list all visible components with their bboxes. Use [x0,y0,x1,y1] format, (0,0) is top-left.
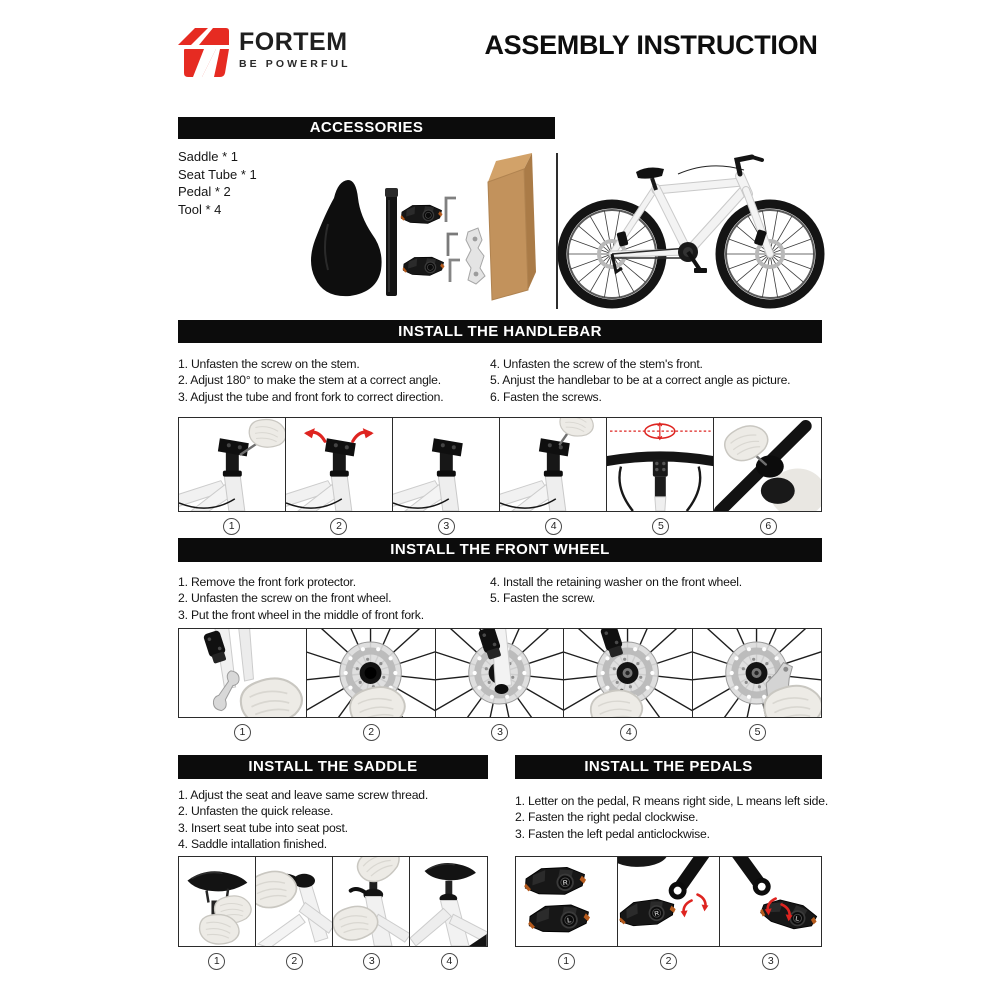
front-wheel-step-1: 1. Remove the front fork protector. [178,575,356,589]
figure-number: 3 [491,724,508,741]
figure-number: 3 [363,953,380,970]
handlebar-figure-6 [713,417,822,512]
wheel-in-fork-illustration [436,629,564,717]
left-pedal-illustration [720,857,821,946]
saddle-figure-1 [178,856,257,947]
saddle-figure-numbers [178,951,488,970]
pedals-step-1: 1. Letter on the pedal, R means right side, L means left side. [515,794,829,808]
brand-logo [176,27,351,77]
svg-text:R: R [562,879,569,888]
bicycle-photo [560,136,824,316]
figure-number: 4 [620,724,637,741]
saddle-figure-3 [332,856,411,947]
pedals-figure-numbers [515,951,822,970]
figure-number: 5 [652,518,669,535]
saddle-header-bar: INSTALL THE SADDLE [178,755,488,779]
front-wheel-header-bar: INSTALL THE FRONT WHEEL [178,538,822,562]
figure-number: 2 [363,724,380,741]
handlebar-step-1: 1. Unfasten the screw on the stem. [178,357,360,371]
front-wheel-step-2: 2. Unfasten the screw on the front wheel. [178,591,392,606]
fork-protector-illustration [179,629,307,717]
figure-number: 4 [545,518,562,535]
saddle-step-3: 3. Insert seat tube into seat post. [178,820,348,835]
fortem-logo-icon [176,27,230,77]
front-wheel-figure-numbers [178,722,822,741]
pedals-header-bar: INSTALL THE PEDALS [515,755,822,779]
saddle-figure-2 [255,856,334,947]
handlebar-step-2: 2. Adjust 180° to make the stem at a correct angle. [178,373,441,388]
right-pedal-illustration [618,857,719,946]
stem-screw-illustration [179,418,286,511]
accessories-list [178,148,257,218]
figure-number: 1 [234,724,251,741]
svg-text:R: R [653,910,660,918]
saddle-adjust-illustration [179,857,256,946]
front-wheel-figure-5 [692,628,822,718]
handlebar-step-6: 6. Fasten the screws. [490,389,602,404]
quick-release-illustration [256,857,333,946]
accessory-item: Pedal * 2 [178,184,231,199]
accessory-item: Seat Tube * 1 [178,166,257,182]
insert-seat-tube-illustration [333,857,410,946]
svg-text:L: L [794,915,800,923]
handlebar-figure-5 [606,417,715,512]
front-wheel-steps-right [490,574,742,607]
accessory-item: Saddle * 1 [178,149,238,164]
fasten-screw-illustration [693,629,821,717]
handlebar-figure-row [178,417,822,512]
brand-tagline: BE POWERFUL [239,58,351,70]
accessories-header-bar: ACCESSORIES [178,117,555,139]
handlebar-step-3: 3. Adjust the tube and front fork to correct direction. [178,389,444,404]
saddle-step-1: 1. Adjust the seat and leave same screw thread. [178,788,429,802]
pedals-step-2: 2. Fasten the right pedal clockwise. [515,810,699,825]
handlebar-figure-numbers [178,516,822,535]
pedals-figure-1 [515,856,618,947]
saddle-figure-4 [409,856,488,947]
svg-text:L: L [566,917,572,925]
accessories-parts-photo [298,152,555,310]
figure-number: 5 [749,724,766,741]
handlebar-figure-2 [285,417,394,512]
saddle-step-2: 2. Unfasten the quick release. [178,804,334,819]
stem-rotate-illustration [286,418,393,511]
front-wheel-figure-4 [563,628,693,718]
handlebar-fasten-illustration [714,418,821,511]
pedals-figure-3 [719,856,822,947]
brand-name: FORTEM [239,28,348,56]
figure-number: 4 [441,953,458,970]
front-wheel-figure-2 [306,628,436,718]
front-wheel-figure-row [178,628,822,718]
front-wheel-step-4: 4. Install the retaining washer on the front wheel. [490,575,742,589]
figure-number: 2 [660,953,677,970]
stem-aligned-illustration [393,418,500,511]
saddle-figure-row [178,856,488,947]
pedals-step-3: 3. Fasten the left pedal anticlockwise. [515,826,710,841]
front-wheel-figure-3 [435,628,565,718]
handlebar-steps-left [178,356,443,405]
front-wheel-steps-left [178,574,424,623]
figure-number: 1 [558,953,575,970]
pedals-figure-row [515,856,822,947]
handlebar-step-4: 4. Unfasten the screw of the stem's front. [490,357,703,371]
handlebar-steps-right [490,356,790,405]
pedals-figure-2 [617,856,720,947]
stem-front-screw-illustration [500,418,607,511]
hub-screw-illustration [307,629,435,717]
handlebar-level-illustration [607,418,714,511]
figure-number: 6 [760,518,777,535]
figure-number: 2 [330,518,347,535]
saddle-finished-illustration [410,857,487,946]
saddle-step-4: 4. Saddle intallation finished. [178,836,327,851]
figure-number: 1 [208,953,225,970]
handlebar-figure-3 [392,417,501,512]
pedals-steps [515,793,828,842]
pedal-pair-illustration [516,857,617,946]
saddle-steps [178,787,428,852]
handlebar-header-bar: INSTALL THE HANDLEBAR [178,320,822,343]
figure-number: 2 [286,953,303,970]
brand-text [239,27,351,77]
handlebar-figure-4 [499,417,608,512]
figure-number: 3 [762,953,779,970]
handlebar-step-5: 5. Anjust the handlebar to be at a correct angle as picture. [490,373,791,388]
front-wheel-figure-1 [178,628,308,718]
figure-number: 3 [438,518,455,535]
figure-number: 1 [223,518,240,535]
front-wheel-step-5: 5. Fasten the screw. [490,591,596,606]
page-title: ASSEMBLY INSTRUCTION [484,30,818,60]
accessory-item: Tool * 4 [178,201,222,217]
retaining-washer-illustration [564,629,692,717]
handlebar-figure-1 [178,417,287,512]
accessories-divider [556,153,558,309]
front-wheel-step-3: 3. Put the front wheel in the middle of front fork. [178,607,424,622]
